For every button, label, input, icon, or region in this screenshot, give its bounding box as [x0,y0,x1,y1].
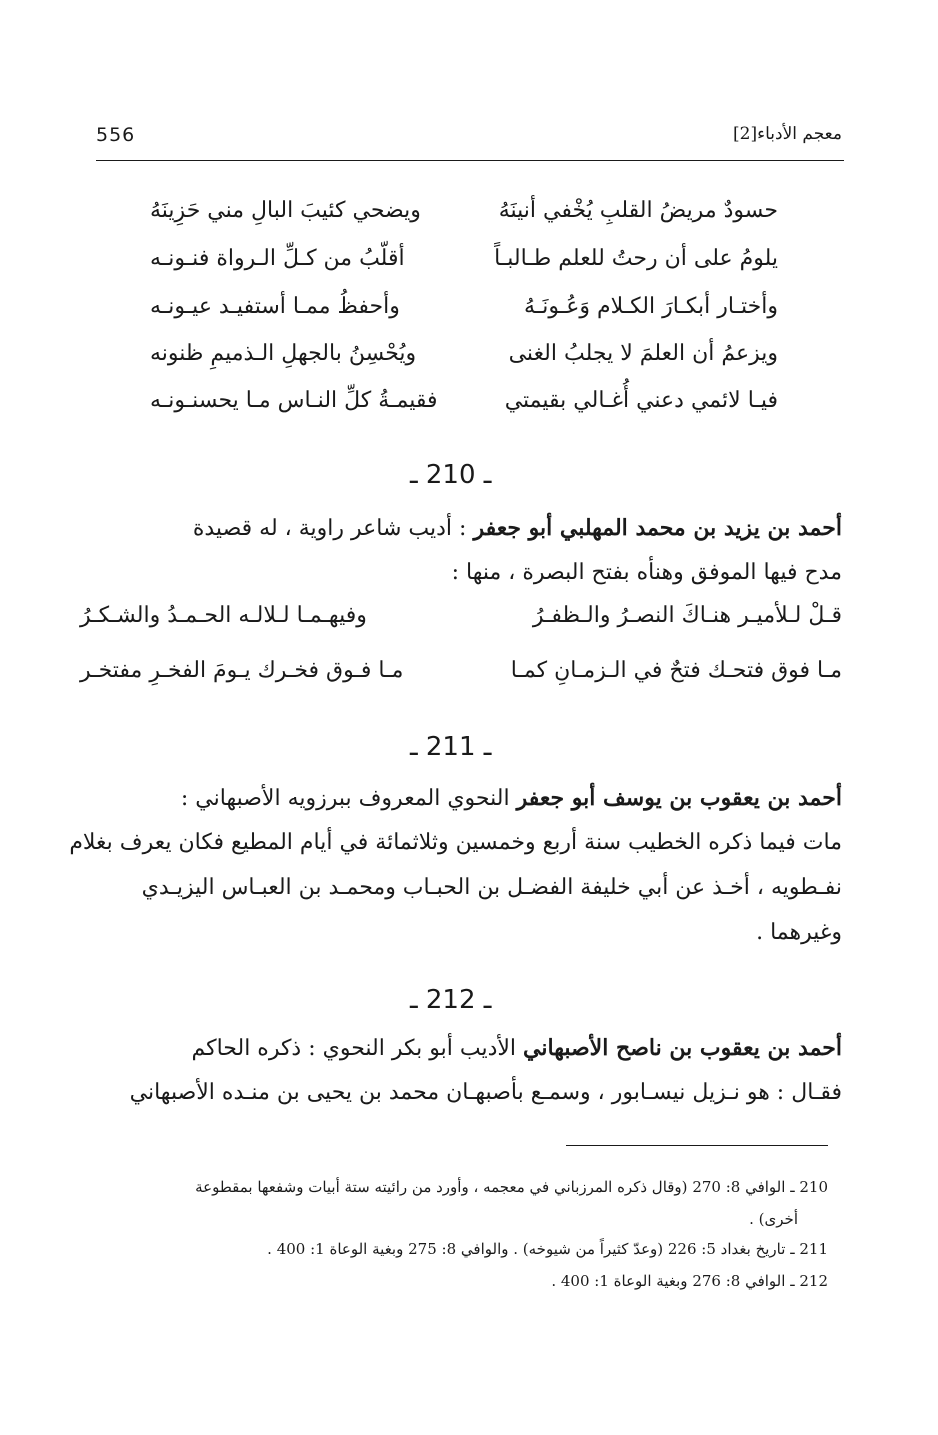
verse-3-right: وأختـار أبكـارَ الكـلام وَعُـونَـهُ [524,294,778,319]
footnote-211: 211 ـ تاريخ بغداد 5: 226 (وعدّ كثيراً من شيوخه) . والوافي 8: 275 وبغية الوعاة 1: 400 . [267,1240,828,1258]
entry-210-line-1 [94,515,842,541]
entry-211-line-1 [181,785,842,811]
footnote-212: 212 ـ الوافي 8: 276 وبغية الوعاة 1: 400 . [551,1272,828,1290]
book-title: معجم الأدباء[2] [733,124,842,144]
entry-212-line-2: فقـال : هو نـزيل نيسـابور ، وسمـع بأصبهـان محمد بن يحيى بن منـده الأصبهاني [129,1080,842,1105]
entry-number-212: ـ 212 ـ [410,985,492,1015]
entry-210-verse-1-left: وفيهـمـا لـلالـه الحـمـدُ والشـكـرُ [80,603,367,628]
entry-210-verse-2-right: مـا فوق فتحـك فتحٌ في الـزمـانِ كمـا [510,658,842,683]
verse-5-right: فيـا لائمي دعني أُغـالي بقيمتي [504,388,778,413]
entry-212-text-1: الأديب أبو بكر النحوي : ذكره الحاكم [191,1036,517,1061]
verse-2-right: يلومُ على أن رحتُ للعلم طـالبـاً [494,246,778,271]
entry-211-line-4: وغيرهما . [756,920,842,945]
entry-210-text-1: : أديب شاعر راوية ، له قصيدة [192,516,467,541]
entry-number-210: ـ 210 ـ [410,460,492,490]
footnote-divider [566,1145,828,1146]
verse-4-right: ويزعمُ أن العلمَ لا يجلبُ الغنى [508,341,778,366]
entry-210-name: أحمد بن يزيد بن محمد المهلبي أبو جعفر [473,515,842,541]
entry-211-text-1: النحوي المعروف ببرزويه الأصبهاني : [180,786,510,811]
verse-2-left: أقلّبُ من كـلِّ الـرواة فنـونـه [150,246,405,271]
verse-4-left: ويُحْسِنُ بالجهلِ الـذميمِ ظنونه [150,341,417,366]
header-divider [96,160,844,161]
footnote-210: 210 ـ الوافي 8: 270 (وقال ذكره المرزباني في معجمه ، وأورد من رائيته ستة أبيات وشفعها بمقطوعة [195,1178,828,1196]
entry-210-verse-2-left: مـا فـوق فخـرك يـومَ الفخـرِ مفتخـر [80,658,404,683]
entry-210-line-2: مدح فيها الموفق وهنأه بفتح البصرة ، منها : [451,560,842,585]
page-number: 556 [96,124,136,146]
entry-number-211: ـ 211 ـ [410,732,492,762]
entry-210-verse-1-right: قـلْ لـلأميـر هنـاكَ النصـرُ والـظفـرُ [532,603,842,628]
footnote-210-cont: أخرى) . [749,1210,798,1228]
verse-5-left: فقيمـةُ كلِّ النـاس مـا يحسنـونـه [150,388,438,413]
entry-212-line-1 [191,1035,842,1061]
entry-211-line-3: نفـطويه ، أخـذ عن أبي خليفة الفضـل بن الحبـاب ومحمـد بن العبـاس اليزيـدي [141,875,842,900]
entry-211-line-2: مات فيما ذكره الخطيب سنة أربع وخمسين وثلاثمائة في أيام المطيع فكان يعرف بغلام [69,830,842,855]
entry-212-name: أحمد بن يعقوب بن ناصح الأصبهاني [523,1035,842,1061]
verse-3-left: وأحفظُ ممـا أستفيـد عيـونـه [150,294,400,319]
entry-211-name: أحمد بن يعقوب بن يوسف أبو جعفر [516,785,842,811]
verse-1-left: ويضحي كئيبَ البالِ مني حَزِينَهُ [150,198,421,223]
verse-1-right: حسودٌ مريضُ القلبِ يُخْفي أنينَهُ [498,198,778,223]
